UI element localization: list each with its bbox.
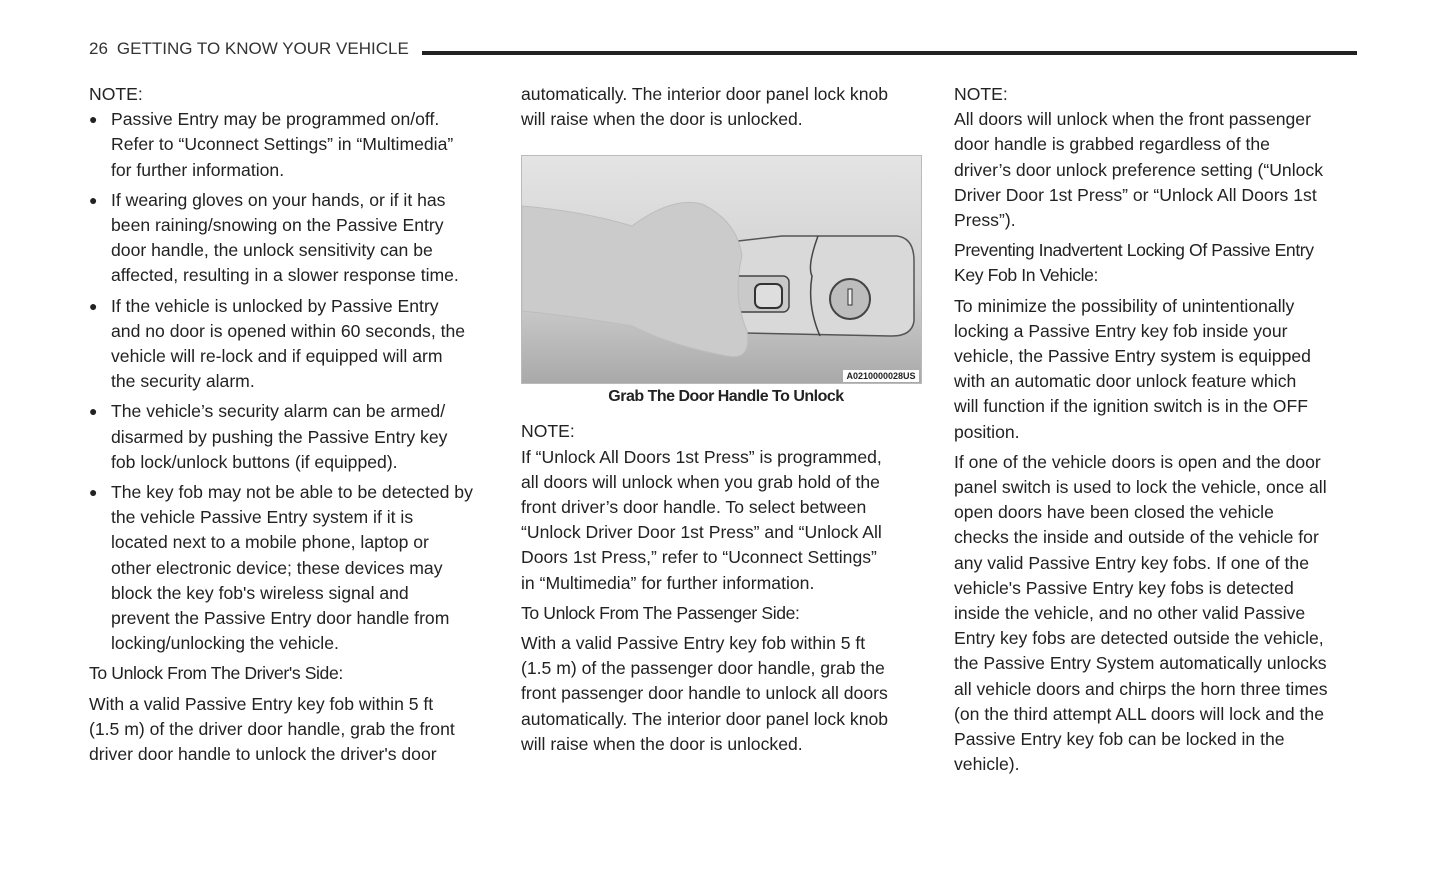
body-paragraph: With a valid Passive Entry key fob within 5 ft (1.5 m) of the driver door handle, grab the front driver door handle to unlock the driver's door (89, 693, 455, 765)
bullet-item: ● If the vehicle is unlocked by Passive Entry and no door is opened within 60 seconds, the vehicle will re-lock and if equipped will arm the security alarm. (89, 294, 499, 395)
column-3 (954, 82, 1364, 782)
figure-caption: Grab The Door Handle To Unlock (608, 388, 844, 406)
page-number: 26 (89, 39, 108, 58)
door-handle-figure (521, 155, 922, 384)
header-rule (422, 51, 1357, 55)
note-label: NOTE: (954, 84, 1008, 104)
note-body: If “Unlock All Doors 1st Press” is programmed, all doors will unlock when you grab hold of the front driver’s door handle. To select between “Unlock Driver Door 1st Press” and “Unlock All Doors 1st Press,” refer to “Uconnect Settings” in “Multimedia” for further information. (521, 446, 882, 593)
column-2 (521, 82, 931, 762)
section-heading: To Unlock From The Driver's Side: (89, 663, 343, 684)
body-paragraph: With a valid Passive Entry key fob within 5 ft (1.5 m) of the passenger door handle, grab the front passenger door handle to unlock all doors automatically. The interior door panel lock knob will raise when the door is unlocked. (521, 633, 889, 754)
bullet-item: ● If wearing gloves on your hands, or if it has been raining/snowing on the Passive Entry door handle, the unlock sensitivity can be affected, resulting in a slower response time. (89, 188, 499, 289)
bullet-item: ● The vehicle’s security alarm can be armed/ disarmed by pushing the Passive Entry key fob lock/unlock buttons (if equipped). (89, 399, 499, 475)
note-label: NOTE: (89, 84, 143, 104)
section-title: GETTING TO KNOW YOUR VEHICLE (116, 39, 409, 58)
door-handle-illustration (522, 156, 921, 383)
bullet-item: ● The key fob may not be able to be detected by the vehicle Passive Entry system if it is located next to a mobile phone, laptop or other electronic device; these devices may block the key fob's wireless signal and prevent the Passive Entry door handle from locking/unlocking the vehicle. (89, 480, 499, 656)
section-heading: To Unlock From The Passenger Side: (521, 602, 800, 623)
column-1 (89, 82, 499, 772)
body-paragraph: To minimize the possibility of unintentionally locking a Passive Entry key fob inside your vehicle, the Passive Entry system is equipped with an automatic door unlock feature which will function if the ignition switch is in the OFF position. (954, 295, 1311, 442)
section-heading: Preventing Inadvertent Locking Of Passive Entry Key Fob In Vehicle: (954, 240, 1314, 286)
note-label: NOTE: (521, 421, 575, 442)
bullet-item: ● Passive Entry may be programmed on/off. Refer to “Uconnect Settings” in “Multimedia” for further information. (89, 107, 499, 183)
body-paragraph: If one of the vehicle doors is open and the door panel switch is used to lock the vehicle, once all open doors have been closed the vehicle checks the inside and outside of the vehicle for any valid Passive Entry key fobs. If one of the vehicle's Passive Entry key fobs is detected inside the vehicle, and no other valid Passive Entry key fobs are detected outside the vehicle, the Passive Entry System automatically unlocks all vehicle doors and chirps the horn three times (on the third attempt ALL doors will lock and the Passive Entry key fob can be locked in the vehicle). (954, 451, 1328, 775)
figure-code: A0210000028US (846, 371, 916, 382)
page-header (89, 39, 409, 59)
body-paragraph: automatically. The interior door panel lock knob will raise when the door is unlocked. (521, 84, 889, 130)
note-body: All doors will unlock when the front passenger door handle is grabbed regardless of the driver’s door unlock preference setting (“Unlock Driver Door 1st Press” or “Unlock All Doors 1st Press”). (954, 109, 1323, 231)
